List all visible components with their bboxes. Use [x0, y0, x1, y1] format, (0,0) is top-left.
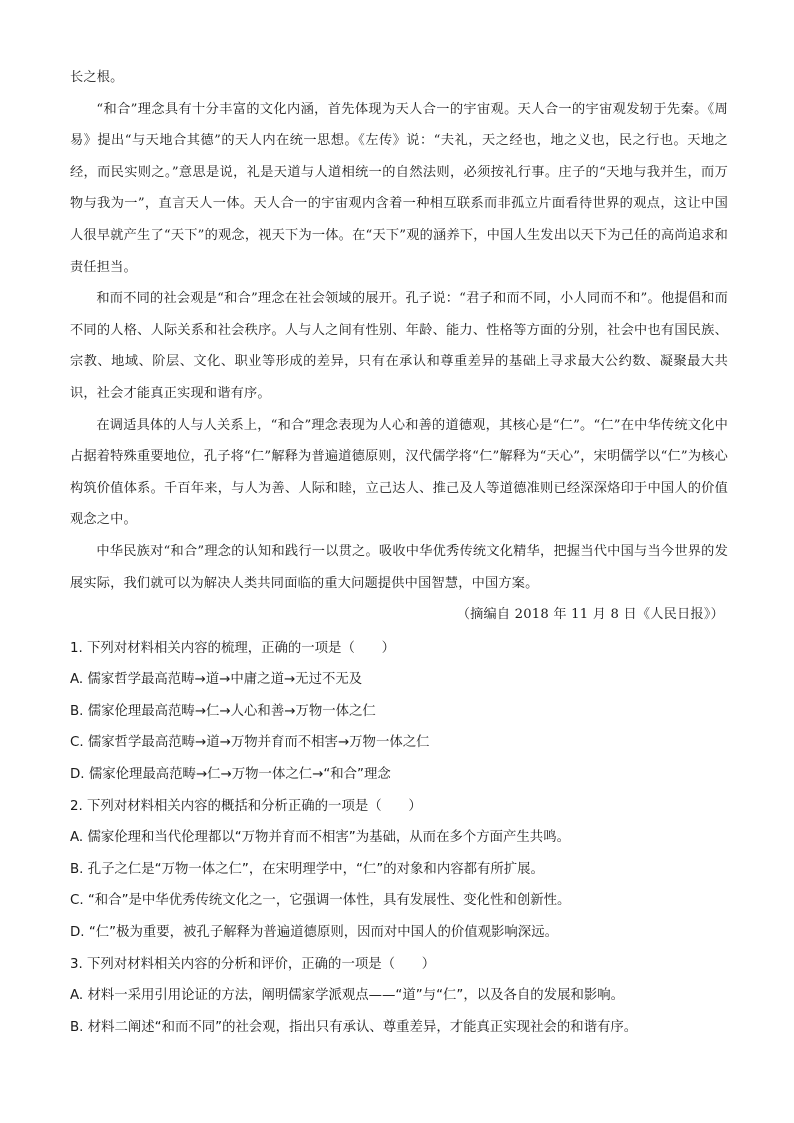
question-block: [70, 791, 728, 949]
document-page: [70, 62, 728, 1043]
option-d: D. 儒家伦理最高范畴→仁→万物一体之仁→“和合”理念: [70, 767, 391, 783]
source-citation: （摘编自 2018 年 11 月 8 日《人民日报》）: [456, 607, 724, 623]
option-c: C. 儒家哲学最高范畴→道→万物并育而不相害→万物一体之仁: [70, 735, 430, 751]
question-stem: 2. 下列对材料相关内容的概括和分析正确的一项是（ ）: [70, 798, 422, 814]
paragraph-moral-view: 在调适具体的人与人关系上，“和合”理念表现为人心和善的道德观，其核心是“仁”。“仁”在中华传统文化中占据着特殊重要地位，孔子将“仁”解释为普遍道德原则，汉代儒学将“仁”解释为“天心”，宋明儒学以“仁”为核心构筑价值体系。千百年来，与人为善、人际和睦，立己达人、推己及人等道德准则已经深深烙印于中国人的价值观念之中。: [70, 417, 728, 528]
option-a: A. 儒家伦理和当代伦理都以“万物并育而不相害”为基础，从而在多个方面产生共鸣。: [70, 830, 570, 846]
question-block: [70, 949, 728, 1044]
paragraph-fragment: 长之根。: [70, 70, 124, 85]
option-b: B. 孔子之仁是“万物一体之仁”，在宋明理学中，“仁”的对象和内容都有所扩展。: [70, 861, 544, 877]
question-stem: 3. 下列对材料相关内容的分析和评价，正确的一项是（ ）: [70, 956, 436, 972]
paragraph-cosmology: “和合”理念具有十分丰富的文化内涵，首先体现为天人合一的宇宙观。天人合一的宇宙观发轫于先秦。《周易》提出“与天地合其德”的天人内在统一思想。《左传》说：“夫礼，天之经也，地之义也，民之行也。天地之经，而民实则之。”意思是说，礼是天道与人道相统一的自然法则，必须按礼行事。庄子的“天地与我并生，而万物与我为一”，直言天人一体。天人合一的宇宙观内含着一种相互联系而非孤立片面看待世界的观点，这让中国人很早就产生了“天下”的观念，视天下为一体。在“天下”观的涵养下，中国人生发出以天下为己任的高尚追求和责任担当。: [70, 101, 728, 275]
option-a: A. 儒家哲学最高范畴→道→中庸之道→无过不无及: [70, 672, 363, 688]
question-block: [70, 633, 728, 791]
reading-material: [70, 62, 728, 631]
option-d: D. “仁”极为重要，被孔子解释为普遍道德原则，因而对中国人的价值观影响深远。: [70, 925, 558, 941]
question-list: [70, 633, 728, 1044]
option-b: B. 材料二阐述“和而不同”的社会观，指出只有承认、尊重差异，才能真正实现社会的和谐有序。: [70, 1019, 638, 1035]
question-stem: 1. 下列对材料相关内容的梳理，正确的一项是（ ）: [70, 640, 396, 656]
option-a: A. 材料一采用引用论证的方法，阐明儒家学派观点——“道”与“仁”，以及各自的发展和影响。: [70, 988, 625, 1004]
paragraph-conclusion: 中华民族对“和合”理念的认知和践行一以贯之。吸收中华优秀传统文化精华，把握当代中国与当今世界的发展实际，我们就可以为解决人类共同面临的重大问题提供中国智慧，中国方案。: [70, 543, 728, 591]
option-c: C. “和合”是中华优秀传统文化之一，它强调一体性，具有发展性、变化性和创新性。: [70, 893, 571, 909]
paragraph-social-view: 和而不同的社会观是“和合”理念在社会领域的展开。孔子说：“君子和而不同，小人同而不和”。他提倡和而不同的人格、人际关系和社会秩序。人与人之间有性别、年龄、能力、性格等方面的分别，社会中也有国民族、宗教、地域、阶层、文化、职业等形成的差异，只有在承认和尊重差异的基础上寻求最大公约数、凝聚最大共识，社会才能真正实现和谐有序。: [70, 291, 728, 401]
option-b: B. 儒家伦理最高范畴→仁→人心和善→万物一体之仁: [70, 703, 376, 719]
